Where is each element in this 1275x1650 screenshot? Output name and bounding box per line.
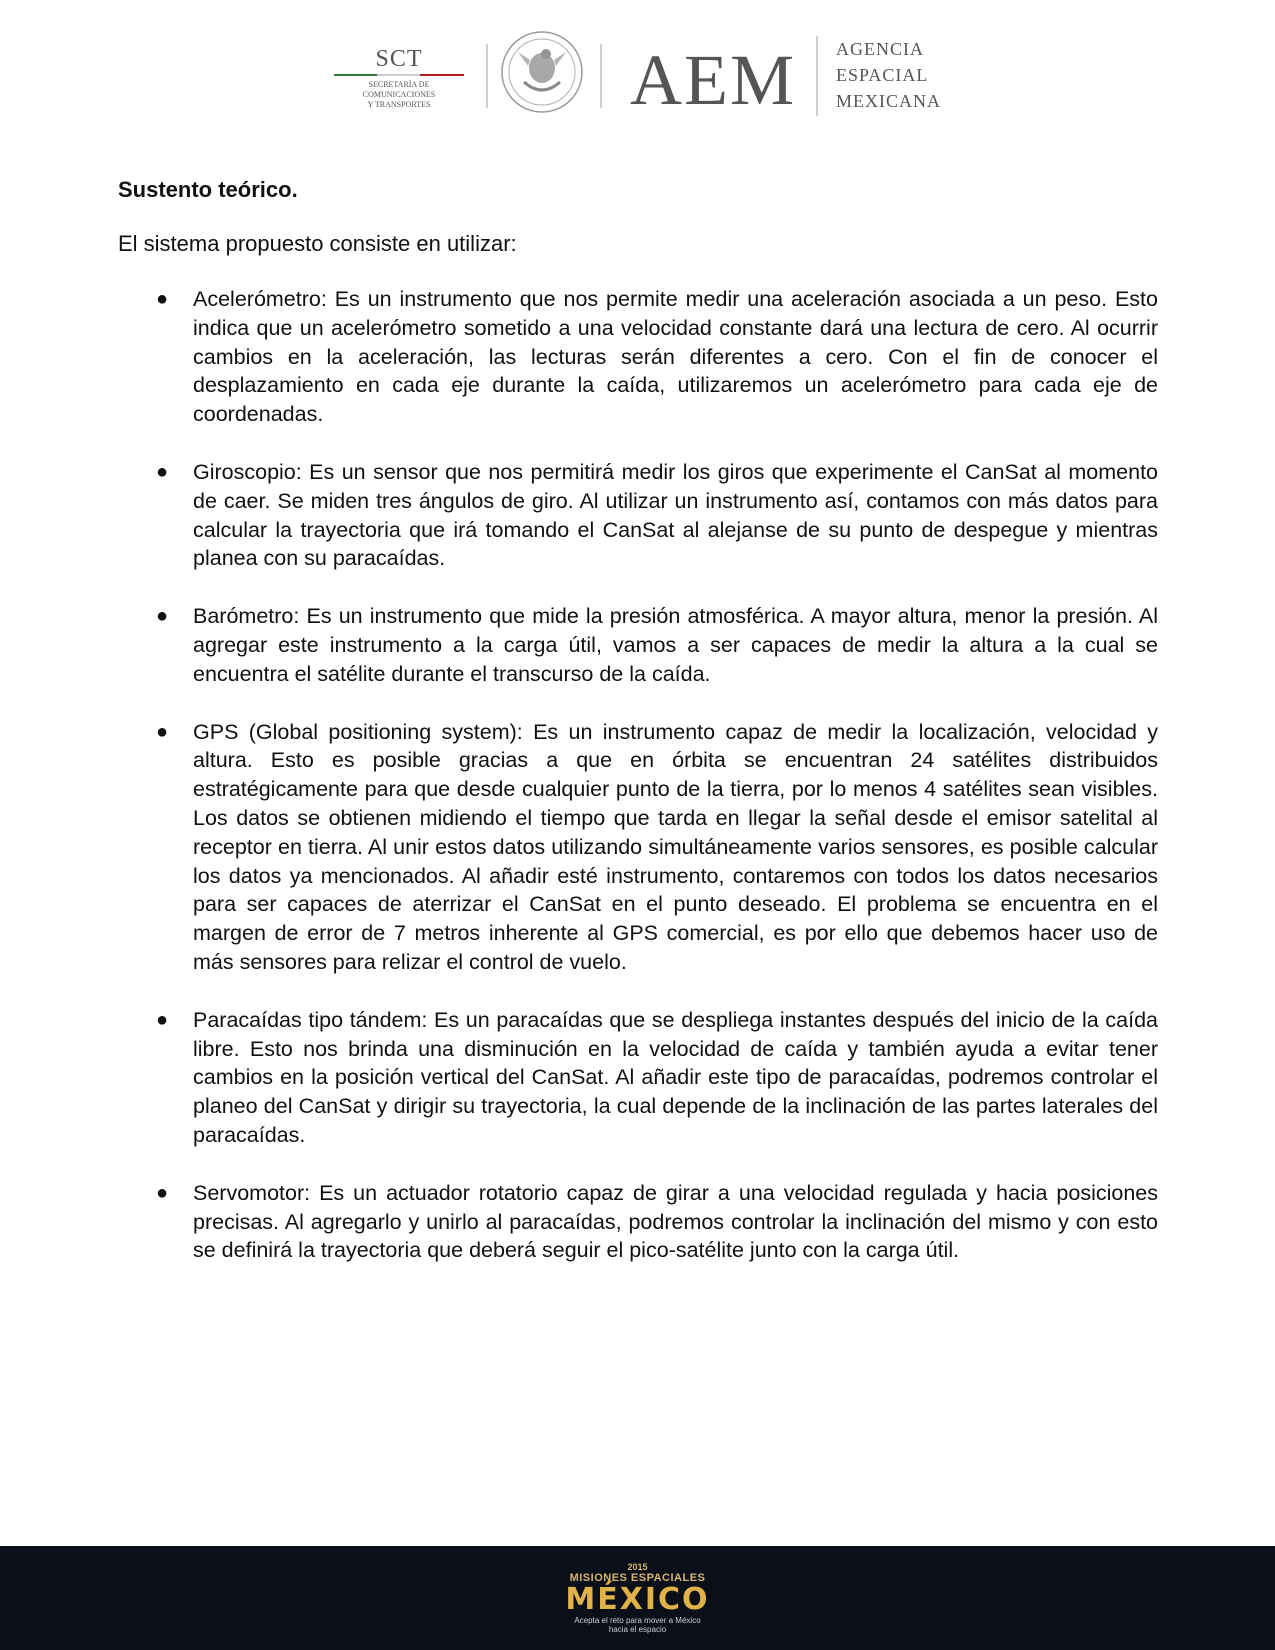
agency-line: ESPACIAL	[836, 65, 929, 85]
list-item-text: Giroscopio: Es un sensor que nos permitirá medir los giros que experimente el CanSat al momento de caer. Se miden tres ángulos de giro. Al utilizar un instrumento así, contamos con más datos para calcular la trayectoria que irá tomando el CanSat al alejanse de su punto de despegue y mientras planea con su paracaídas.	[193, 459, 1158, 571]
aem-agency-name	[836, 36, 941, 114]
logo-divider	[486, 44, 488, 108]
section-intro: El sistema propuesto consiste en utilizar:	[118, 231, 517, 256]
sct-abbr: SCT	[375, 46, 423, 72]
footer-tagline: Acepta el reto para mover a México	[574, 1616, 701, 1625]
sct-name-line: COMUNICACIONES	[362, 90, 436, 99]
list-item	[118, 602, 1158, 688]
logo-divider	[816, 36, 818, 116]
list-item-text: Acelerómetro: Es un instrumento que nos permite medir una aceleración asociada a un peso. Esto indica que un acelerómetro sometido a una velocidad constante dará una lectura de cero. Al ocurrir cambios en la aceleración, las lecturas serán diferentes a cero. Con el fin de conocer el desplazamiento en cada eje durante la caída, utilizaremos un acelerómetro para cada eje de coordenadas.	[193, 287, 1158, 427]
aem-logo-abbr: AEM	[630, 40, 796, 120]
list-item	[118, 285, 1158, 429]
sct-name-line: SECRETARÍA DE	[368, 80, 430, 89]
list-item	[118, 718, 1158, 977]
footer-country: MÉXICO	[565, 1582, 710, 1617]
section-title: Sustento teórico.	[118, 177, 298, 202]
list-item	[118, 458, 1158, 573]
footer-year: 2015	[627, 1562, 648, 1572]
bullet-dot-icon: ●	[156, 720, 169, 743]
list-item	[118, 1179, 1158, 1265]
page-footer	[0, 1546, 1275, 1650]
sct-logo	[334, 46, 464, 110]
bullet-dot-icon: ●	[156, 460, 169, 483]
bullet-dot-icon: ●	[156, 1181, 169, 1204]
logo-divider	[600, 44, 602, 108]
sct-tricolor-rule	[334, 74, 464, 76]
footer-title: MISIONES ESPACIALES	[569, 1572, 706, 1584]
bullet-dot-icon: ●	[156, 605, 169, 628]
footer-tagline: hacia el espacio	[608, 1625, 667, 1634]
list-item-text: Paracaídas tipo tándem: Es un paracaídas que se despliega instantes después del inicio de la caída libre. Esto nos brinda una disminución en la velocidad de caída y también ayuda a evitar tener cambios en la posición vertical del CanSat. Al añadir este tipo de paracaídas, podremos controlar el planeo del CanSat y dirigir su trayectoria, la cual depende de la inclinación de las partes laterales del paracaídas.	[193, 1007, 1158, 1147]
list-item-text: Servomotor: Es un actuador rotatorio capaz de girar a una velocidad regulada y hacia posiciones precisas. Al agregarlo y unirlo al paracaídas, podremos controlar la inclinación del mismo y con esto se definirá la trayectoria que deberá seguir el pico-satélite junto con la carga útil.	[193, 1180, 1158, 1263]
instrument-list	[118, 285, 1158, 1265]
misiones-espaciales-logo	[545, 1562, 730, 1640]
agency-line: MEXICANA	[836, 91, 941, 111]
sct-name-line: Y TRANSPORTES	[367, 100, 431, 109]
page-header	[0, 26, 1275, 126]
bullet-dot-icon: ●	[156, 1008, 169, 1031]
document-body	[118, 175, 1158, 1294]
bullet-dot-icon: ●	[156, 288, 169, 310]
mexican-coat-of-arms-seal-icon	[500, 30, 584, 114]
list-item	[118, 1006, 1158, 1150]
agency-line: AGENCIA	[836, 39, 924, 59]
list-item-text: Barómetro: Es un instrumento que mide la presión atmosférica. A mayor altura, menor la presión. Al agregar este instrumento a la carga útil, vamos a ser capaces de medir la altura a la cual se encuentra el satélite durante el transcurso de la caída.	[193, 604, 1158, 686]
list-item-text: GPS (Global positioning system): Es un instrumento capaz de medir la localización, velocidad y altura. Esto es posible gracias a que en órbita se encuentran 24 satélites distribuidos estratégicamente para que desde cualquier punto de la tierra, por lo menos 4 satélites sean visibles. Los datos se obtienen midiendo el tiempo que tarda en llegar la señal desde el emisor satelital al receptor en tierra. Al unir estos datos utilizando simultáneamente varios sensores, es posible calcular los datos ya mencionados. Al añadir esté instrumento, contaremos con todos los datos necesarios para ser capaces de aterrizar el CanSat en el punto deseado. El problema se encuentra en el margen de error de 7 metros inherente al GPS comercial, es por ello que debemos hacer uso de más sensores para relizar el control de vuelo.	[193, 719, 1158, 974]
